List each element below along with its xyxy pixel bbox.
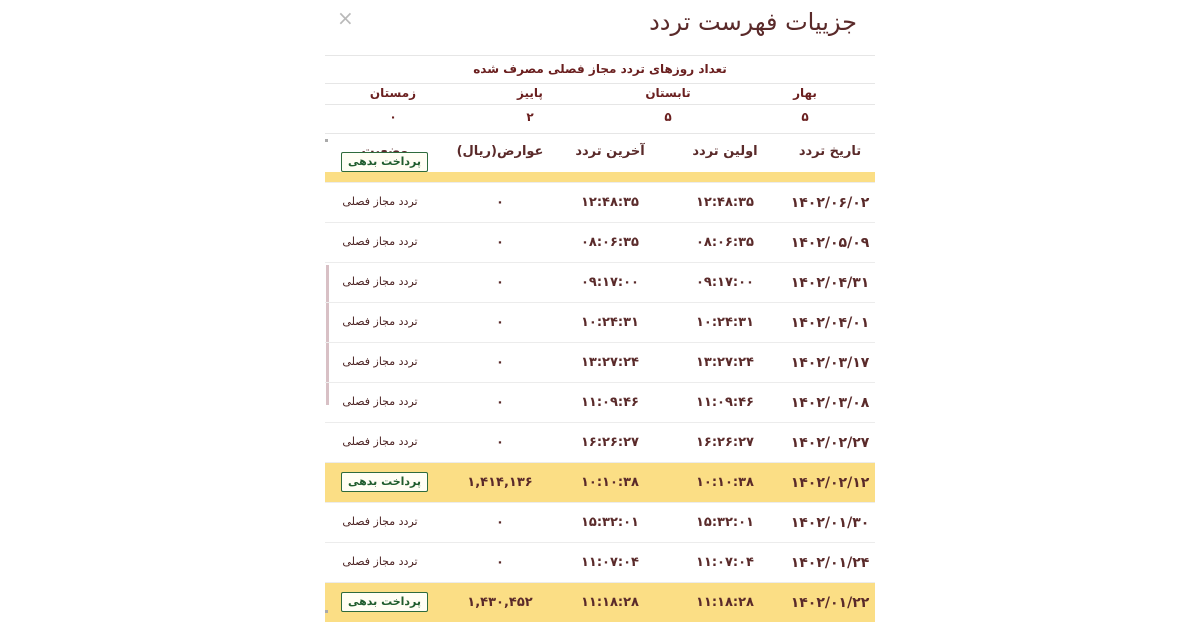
cell-date: ۱۴۰۲/۰۲/۲۷ — [790, 435, 870, 451]
table-row — [325, 582, 875, 622]
traffic-details-modal — [325, 0, 875, 628]
modal-title: جزییات فهرست تردد — [649, 8, 857, 36]
cell-last-entry: ۱۰:۲۴:۳۱ — [580, 315, 639, 330]
cell-fee: ۱,۴۱۴,۱۳۶ — [467, 475, 533, 490]
cell-first-entry: ۱۶:۲۶:۲۷ — [695, 435, 754, 450]
cell-last-entry: ۱۵:۳۲:۰۱ — [580, 515, 639, 530]
table-row — [325, 262, 875, 302]
close-icon[interactable]: × — [337, 6, 354, 30]
divider — [325, 104, 875, 105]
cell-last-entry: ۰۹:۱۷:۰۰ — [580, 275, 639, 290]
cell-first-entry: ۱۳:۲۷:۲۴ — [695, 355, 754, 370]
table-row — [325, 182, 875, 222]
cell-date: ۱۴۰۲/۰۶/۰۲ — [790, 195, 870, 211]
season-counts-row — [325, 110, 875, 132]
table-row — [325, 502, 875, 542]
scroll-marker — [325, 610, 328, 613]
cell-fee: ۰ — [496, 275, 504, 290]
cell-status: تردد مجاز فصلی — [342, 275, 418, 288]
cell-date: ۱۴۰۲/۰۴/۰۱ — [790, 315, 870, 331]
table-row — [325, 302, 875, 342]
highlighted-row-partial — [325, 172, 875, 182]
season-count-summer: ۵ — [664, 110, 672, 124]
season-name-spring: بهار — [793, 86, 817, 100]
cell-fee: ۰ — [496, 355, 504, 370]
cell-fee: ۰ — [496, 555, 504, 570]
pay-debt-button[interactable]: پرداخت بدهی — [341, 472, 428, 492]
season-name-summer: تابستان — [645, 86, 691, 100]
cell-date: ۱۴۰۲/۰۴/۳۱ — [790, 275, 870, 291]
season-count-winter: ۰ — [389, 110, 397, 124]
cell-last-entry: ۱۱:۰۷:۰۴ — [580, 555, 639, 570]
cell-fee: ۰ — [496, 235, 504, 250]
header-fee[interactable]: عوارض(ریال) — [456, 144, 544, 159]
header-last-entry[interactable]: آخرین تردد — [575, 144, 645, 159]
cell-last-entry: ۱۱:۰۹:۴۶ — [580, 395, 639, 410]
cell-date: ۱۴۰۲/۰۱/۲۲ — [790, 595, 870, 611]
cell-status: تردد مجاز فصلی — [342, 515, 418, 528]
cell-status: تردد مجاز فصلی — [342, 395, 418, 408]
cell-status: تردد مجاز فصلی — [342, 355, 418, 368]
cell-date: ۱۴۰۲/۰۵/۰۹ — [790, 235, 870, 251]
cell-last-entry: ۱۶:۲۶:۲۷ — [580, 435, 639, 450]
header-date[interactable]: تاریخ تردد — [798, 144, 862, 159]
traffic-table — [325, 134, 875, 622]
cell-last-entry: ۱۳:۲۷:۲۴ — [580, 355, 639, 370]
cell-first-entry: ۱۰:۲۴:۳۱ — [695, 315, 754, 330]
season-count-spring: ۵ — [801, 110, 809, 124]
table-row — [325, 422, 875, 462]
cell-status: تردد مجاز فصلی — [342, 555, 418, 568]
divider — [325, 55, 875, 56]
header-first-entry[interactable]: اولین تردد — [692, 144, 758, 159]
season-name-autumn: پاییز — [517, 86, 543, 100]
cell-status: تردد مجاز فصلی — [342, 235, 418, 248]
cell-date: ۱۴۰۲/۰۳/۱۷ — [790, 355, 870, 371]
cell-date: ۱۴۰۲/۰۱/۲۴ — [790, 555, 870, 571]
cell-fee: ۰ — [496, 195, 504, 210]
cell-last-entry: ۰۸:۰۶:۳۵ — [580, 235, 639, 250]
cell-last-entry: ۱۱:۱۸:۲۸ — [580, 595, 639, 610]
table-row — [325, 222, 875, 262]
cell-fee: ۱,۴۳۰,۴۵۲ — [467, 595, 533, 610]
table-row — [325, 342, 875, 382]
cell-date: ۱۴۰۲/۰۱/۳۰ — [790, 515, 870, 531]
divider — [325, 83, 875, 84]
table-header — [325, 134, 875, 172]
cell-fee: ۰ — [496, 435, 504, 450]
cell-date: ۱۴۰۲/۰۳/۰۸ — [790, 395, 870, 411]
pay-debt-button[interactable]: پرداخت بدهی — [341, 592, 428, 612]
cell-first-entry: ۰۹:۱۷:۰۰ — [695, 275, 754, 290]
cell-status: تردد مجاز فصلی — [342, 435, 418, 448]
cell-last-entry: ۱۲:۴۸:۳۵ — [580, 195, 639, 210]
season-count-autumn: ۲ — [526, 110, 534, 124]
summary-title: تعداد روزهای تردد مجاز فصلی مصرف شده — [473, 62, 727, 76]
cell-first-entry: ۱۱:۰۹:۴۶ — [695, 395, 754, 410]
cell-first-entry: ۱۲:۴۸:۳۵ — [695, 195, 754, 210]
cell-first-entry: ۱۱:۰۷:۰۴ — [695, 555, 754, 570]
table-row — [325, 462, 875, 502]
cell-first-entry: ۰۸:۰۶:۳۵ — [695, 235, 754, 250]
pay-debt-button[interactable]: پرداخت بدهی — [341, 152, 428, 172]
cell-last-entry: ۱۰:۱۰:۳۸ — [580, 475, 639, 490]
table-row — [325, 542, 875, 582]
cell-fee: ۰ — [496, 395, 504, 410]
cell-status: تردد مجاز فصلی — [342, 195, 418, 208]
cell-date: ۱۴۰۲/۰۲/۱۲ — [790, 475, 870, 491]
cell-status: تردد مجاز فصلی — [342, 315, 418, 328]
season-name-winter: زمستان — [369, 86, 417, 100]
cell-first-entry: ۱۰:۱۰:۳۸ — [695, 475, 754, 490]
cell-first-entry: ۱۱:۱۸:۲۸ — [695, 595, 754, 610]
table-body — [325, 182, 875, 622]
cell-first-entry: ۱۵:۳۲:۰۱ — [695, 515, 754, 530]
cell-fee: ۰ — [496, 315, 504, 330]
cell-fee: ۰ — [496, 515, 504, 530]
table-row — [325, 382, 875, 422]
